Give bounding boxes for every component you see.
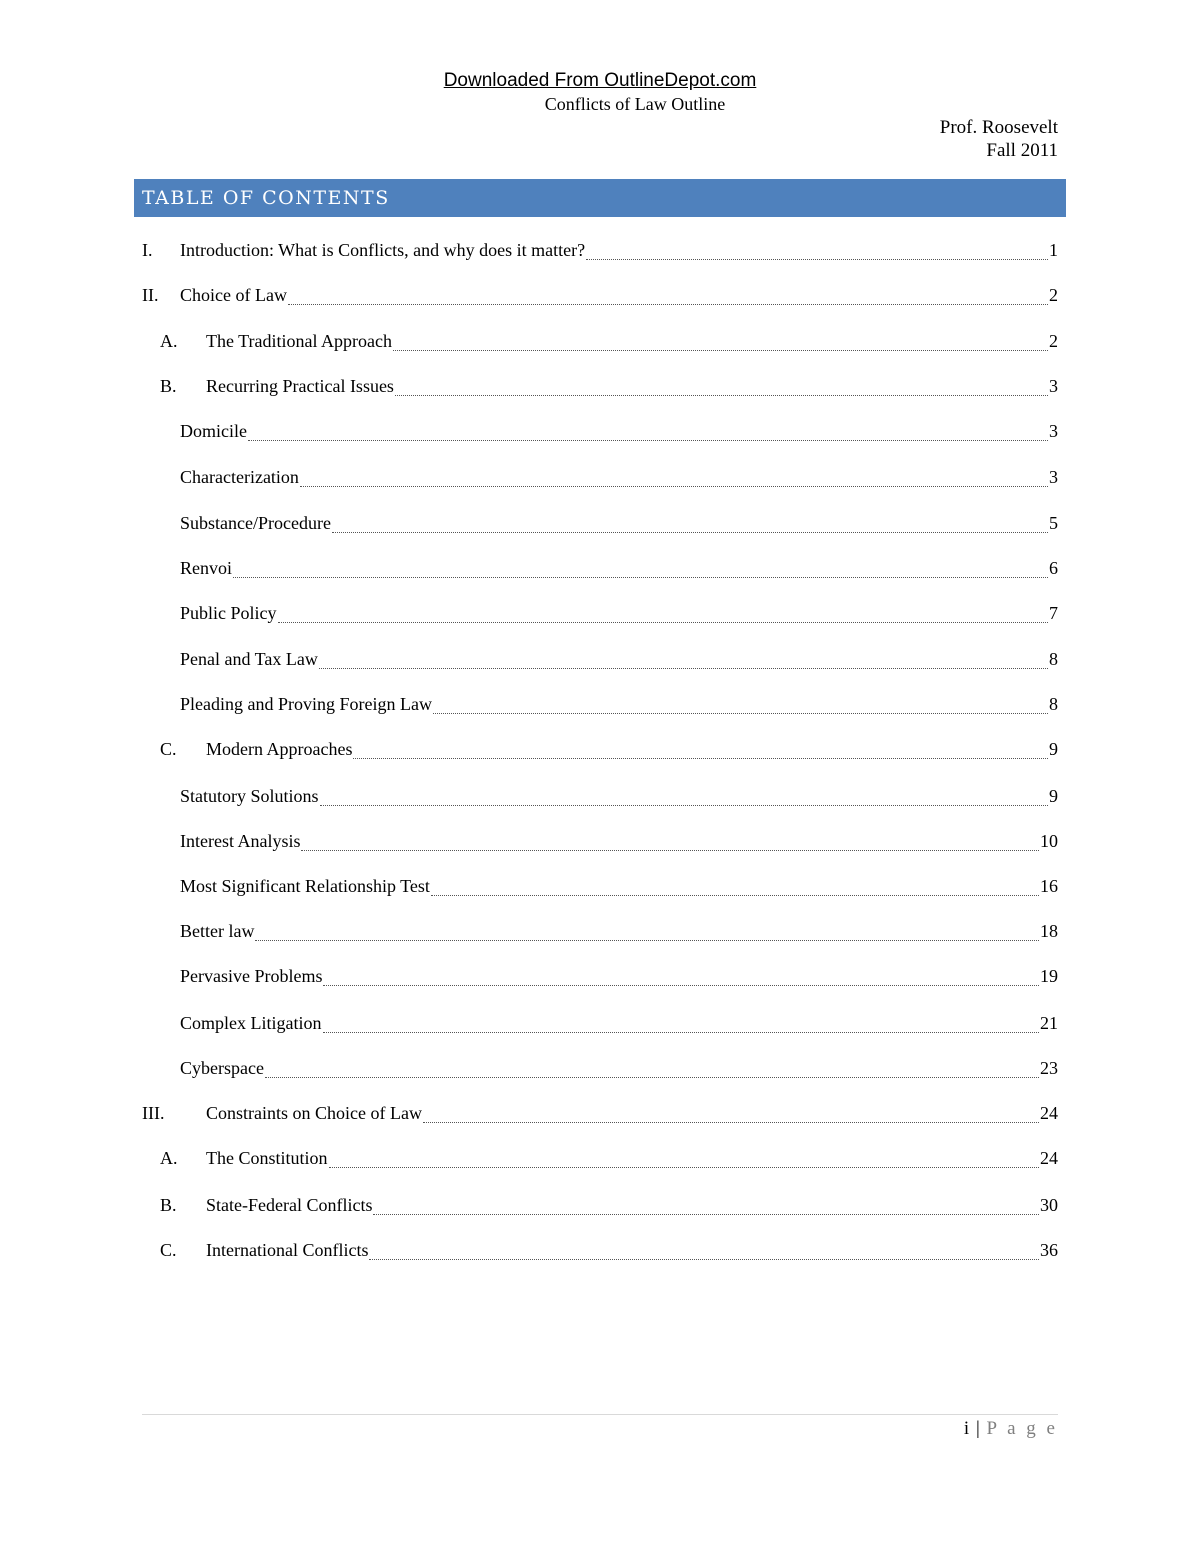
toc-entry[interactable]	[180, 649, 1058, 675]
toc-entry-label: Introduction: What is Conflicts, and why does it matter?	[180, 240, 586, 260]
toc-entry-number: C.	[160, 1240, 177, 1260]
author-block	[940, 116, 1058, 162]
toc-entry-page: 1	[1049, 240, 1058, 260]
page-word: P a g e	[986, 1418, 1058, 1439]
toc-entry-page: 21	[1040, 1013, 1058, 1033]
toc-entry-label: Renvoi	[180, 558, 232, 578]
toc-entry-label: Modern Approaches	[206, 739, 353, 759]
footer-rule	[142, 1414, 1058, 1415]
toc-dot-leader	[329, 1166, 1040, 1168]
toc-entry-page: 5	[1049, 513, 1058, 533]
toc-entry-number: C.	[160, 739, 177, 759]
toc-entry[interactable]	[160, 739, 1058, 765]
toc-entry-label: Public Policy	[180, 603, 277, 623]
toc-dot-leader	[300, 485, 1048, 487]
toc-entry-page: 3	[1049, 376, 1058, 396]
toc-entry-label: Domicile	[180, 421, 247, 441]
toc-entry-label: Statutory Solutions	[180, 786, 319, 806]
toc-entry-label: Cyberspace	[180, 1058, 264, 1078]
toc-entry-label: Pleading and Proving Foreign Law	[180, 694, 432, 714]
toc-entry-number: III.	[142, 1103, 165, 1123]
toc-entry[interactable]	[180, 513, 1058, 539]
toc-dot-leader	[323, 1031, 1040, 1033]
page-footer	[964, 1418, 1058, 1440]
toc-dot-leader	[332, 531, 1048, 533]
toc-entry-page: 3	[1049, 421, 1058, 441]
toc-entry[interactable]	[180, 1058, 1058, 1084]
toc-entry-label: State-Federal Conflicts	[206, 1195, 373, 1215]
toc-entry[interactable]	[180, 558, 1058, 584]
toc-entry-number: A.	[160, 331, 178, 351]
toc-entry-page: 30	[1040, 1195, 1058, 1215]
toc-entry-label: Characterization	[180, 467, 299, 487]
toc-entry[interactable]	[142, 285, 1058, 311]
toc-dot-leader	[255, 939, 1039, 941]
toc-entry-page: 8	[1049, 649, 1058, 669]
toc-entry-number: A.	[160, 1148, 178, 1168]
toc-entry-label: Most Significant Relationship Test	[180, 876, 430, 896]
toc-dot-leader	[586, 258, 1048, 260]
toc-entry-label: Complex Litigation	[180, 1013, 322, 1033]
toc-entry-number: B.	[160, 376, 177, 396]
toc-entry[interactable]	[180, 876, 1058, 902]
toc-entry-page: 18	[1040, 921, 1058, 941]
toc-entry-page: 23	[1040, 1058, 1058, 1078]
toc-dot-leader	[233, 576, 1048, 578]
toc-entry-label: The Constitution	[206, 1148, 328, 1168]
toc-entry[interactable]	[160, 1195, 1058, 1221]
toc-entry-page: 6	[1049, 558, 1058, 578]
toc-entry[interactable]	[142, 240, 1058, 266]
toc-dot-leader	[288, 303, 1048, 305]
toc-entry-label: Substance/Procedure	[180, 513, 331, 533]
toc-entry[interactable]	[180, 421, 1058, 447]
toc-entry[interactable]	[160, 376, 1058, 402]
toc-entry[interactable]	[180, 921, 1058, 947]
toc-entry-page: 2	[1049, 331, 1058, 351]
toc-entry-page: 16	[1040, 876, 1058, 896]
toc-entry[interactable]	[180, 694, 1058, 720]
toc-dot-leader	[423, 1121, 1039, 1123]
toc-entry-label: Pervasive Problems	[180, 966, 323, 986]
toc-dot-leader	[265, 1076, 1039, 1078]
toc-entry-label: Better law	[180, 921, 255, 941]
page-number: i	[963, 1418, 971, 1439]
toc-entry[interactable]	[180, 786, 1058, 812]
toc-entry-label: Choice of Law	[180, 285, 287, 305]
toc-dot-leader	[353, 757, 1048, 759]
term: Fall 2011	[986, 140, 1058, 161]
toc-dot-leader	[319, 667, 1048, 669]
document-title: Conflicts of Law Outline	[544, 94, 726, 114]
toc-dot-leader	[431, 894, 1039, 896]
toc-dot-leader	[369, 1258, 1039, 1260]
professor-name: Prof. Roosevelt	[939, 117, 1058, 138]
toc-entry-number: I.	[142, 240, 153, 260]
toc-entry-page: 2	[1049, 285, 1058, 305]
toc-entry-page: 3	[1049, 467, 1058, 487]
toc-entry[interactable]	[160, 1148, 1058, 1174]
toc-entry-number: II.	[142, 285, 159, 305]
toc-dot-leader	[395, 394, 1048, 396]
download-link[interactable]: Downloaded From OutlineDepot.com	[443, 70, 757, 91]
toc-entry-page: 9	[1049, 739, 1058, 759]
toc-entry-page: 24	[1040, 1148, 1058, 1168]
toc-dot-leader	[373, 1213, 1039, 1215]
toc-entry-number: B.	[160, 1195, 177, 1215]
toc-entry[interactable]	[180, 467, 1058, 493]
toc-entry-page: 7	[1049, 603, 1058, 623]
toc-entry-page: 36	[1040, 1240, 1058, 1260]
toc-entry-label: Constraints on Choice of Law	[206, 1103, 422, 1123]
toc-entry[interactable]	[160, 331, 1058, 357]
toc-dot-leader	[301, 849, 1039, 851]
toc-entry-page: 9	[1049, 786, 1058, 806]
toc-entry-page: 19	[1040, 966, 1058, 986]
toc-entry-page: 24	[1040, 1103, 1058, 1123]
toc-entry-label: Recurring Practical Issues	[206, 376, 394, 396]
toc-entry-label: International Conflicts	[206, 1240, 369, 1260]
toc-entry[interactable]	[142, 1103, 1058, 1129]
toc-entry-label: Interest Analysis	[180, 831, 301, 851]
toc-dot-leader	[248, 439, 1048, 441]
toc-entry[interactable]	[180, 603, 1058, 629]
toc-entry[interactable]	[160, 1240, 1058, 1266]
toc-dot-leader	[278, 621, 1048, 623]
toc-dot-leader	[320, 804, 1048, 806]
toc-entry-label: Penal and Tax Law	[180, 649, 318, 669]
toc-dot-leader	[323, 984, 1039, 986]
toc-heading: TABLE OF CONTENTS	[134, 179, 1066, 217]
toc-entry[interactable]	[180, 966, 1058, 992]
toc-entry[interactable]	[180, 831, 1058, 857]
toc-dot-leader	[393, 349, 1048, 351]
toc-entry[interactable]	[180, 1013, 1058, 1039]
toc-entry-page: 10	[1040, 831, 1058, 851]
toc-entry-label: The Traditional Approach	[206, 331, 392, 351]
page-separator: |	[975, 1418, 981, 1439]
toc-entry-page: 8	[1049, 694, 1058, 714]
toc-dot-leader	[433, 712, 1048, 714]
